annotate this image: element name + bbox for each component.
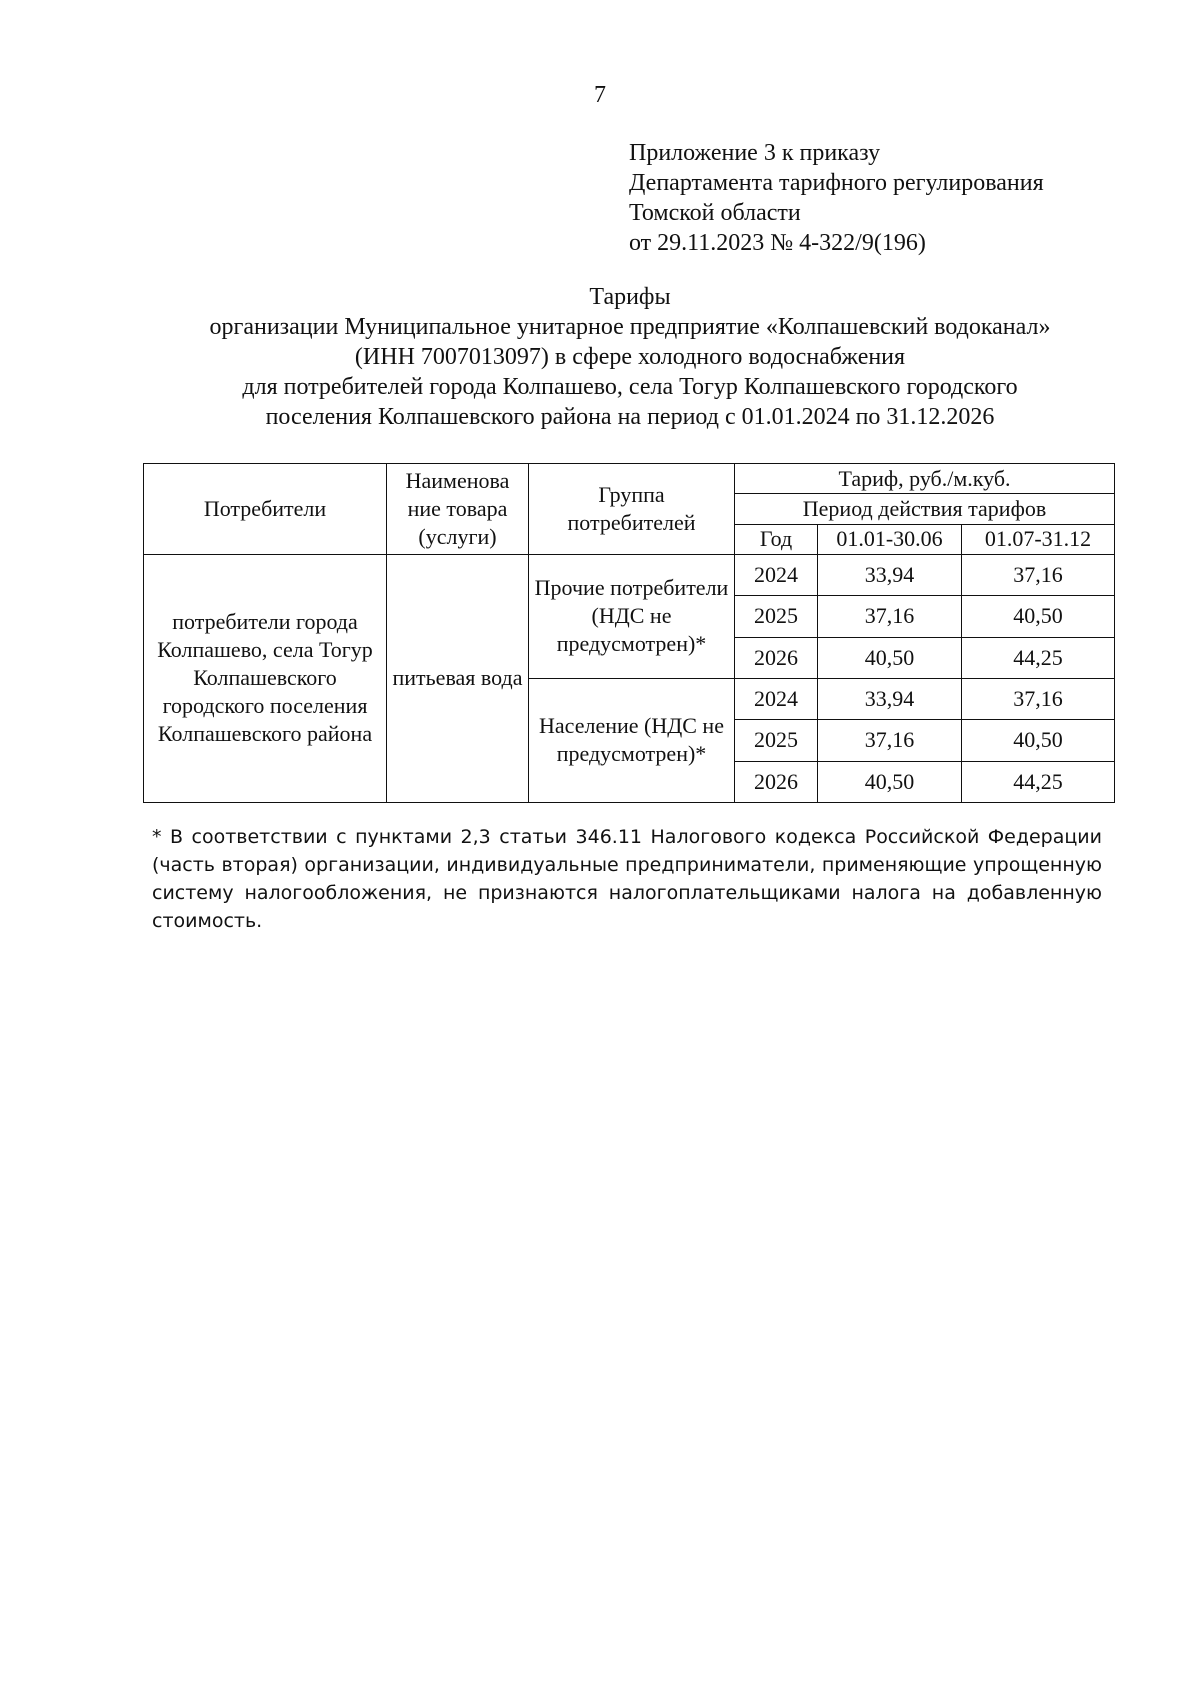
title-line: Тарифы [589,284,671,310]
header-half2: 01.07-31.12 [962,524,1115,554]
header-year: Год [735,524,818,554]
header-period: Период действия тарифов [735,494,1115,524]
cell-tariff: 40,50 [818,637,962,678]
appendix-line: Приложение 3 к приказу [629,140,881,166]
cell-group: Население (НДС не предусмотрен)* [529,678,735,802]
page-number: 7 [594,82,606,108]
header-half1: 01.01-30.06 [818,524,962,554]
footnote: * В соответствии с пунктами 2,3 статьи 346.11 Налогового кодекса Российской Федерации (часть вторая) организации, индивидуальные предприниматели, применяющие упрощенную систему налогообложения, не признаются налогоплательщиками налога на добавленную стоимость. [152,826,1102,932]
header-consumers: Потребители [144,464,387,555]
title-line: для потребителей города Колпашево, села Тогур Колпашевского городского [242,374,1018,400]
cell-tariff: 37,16 [818,720,962,761]
cell-tariff: 44,25 [962,761,1115,802]
cell-tariff: 37,16 [818,596,962,637]
cell-year: 2026 [735,761,818,802]
cell-tariff: 37,16 [962,678,1115,719]
header-group: Группа потребителей [529,464,735,555]
appendix-line: от 29.11.2023 № 4-322/9(196) [629,230,926,256]
cell-year: 2024 [735,554,818,595]
appendix-line: Департамента тарифного регулирования [629,170,1044,196]
tariff-table [143,463,1115,803]
cell-tariff: 33,94 [818,678,962,719]
title-line: организации Муниципальное унитарное предприятие «Колпашевский водоканал» [209,314,1051,340]
cell-tariff: 40,50 [962,596,1115,637]
title-line: поселения Колпашевского района на период с 01.01.2024 по 31.12.2026 [265,404,995,430]
cell-year: 2026 [735,637,818,678]
cell-product: питьевая вода [387,554,529,802]
header-tariff: Тариф, руб./м.куб. [735,464,1115,494]
cell-year: 2025 [735,596,818,637]
cell-tariff: 40,50 [818,761,962,802]
title-line: (ИНН 7007013097) в сфере холодного водоснабжения [354,344,906,370]
appendix-header [629,138,1044,258]
cell-group: Прочие потребители (НДС не предусмотрен)* [529,554,735,678]
cell-tariff: 37,16 [962,554,1115,595]
cell-consumers: потребители города Колпашево, села Тогур Колпашевского городского поселения Колпашевского района [144,554,387,802]
cell-tariff: 44,25 [962,637,1115,678]
cell-year: 2024 [735,678,818,719]
appendix-line: Томской области [629,200,801,226]
cell-tariff: 33,94 [818,554,962,595]
document-title [60,282,1200,432]
cell-year: 2025 [735,720,818,761]
cell-tariff: 40,50 [962,720,1115,761]
header-product: Наименова ние товара (услуги) [387,464,529,555]
